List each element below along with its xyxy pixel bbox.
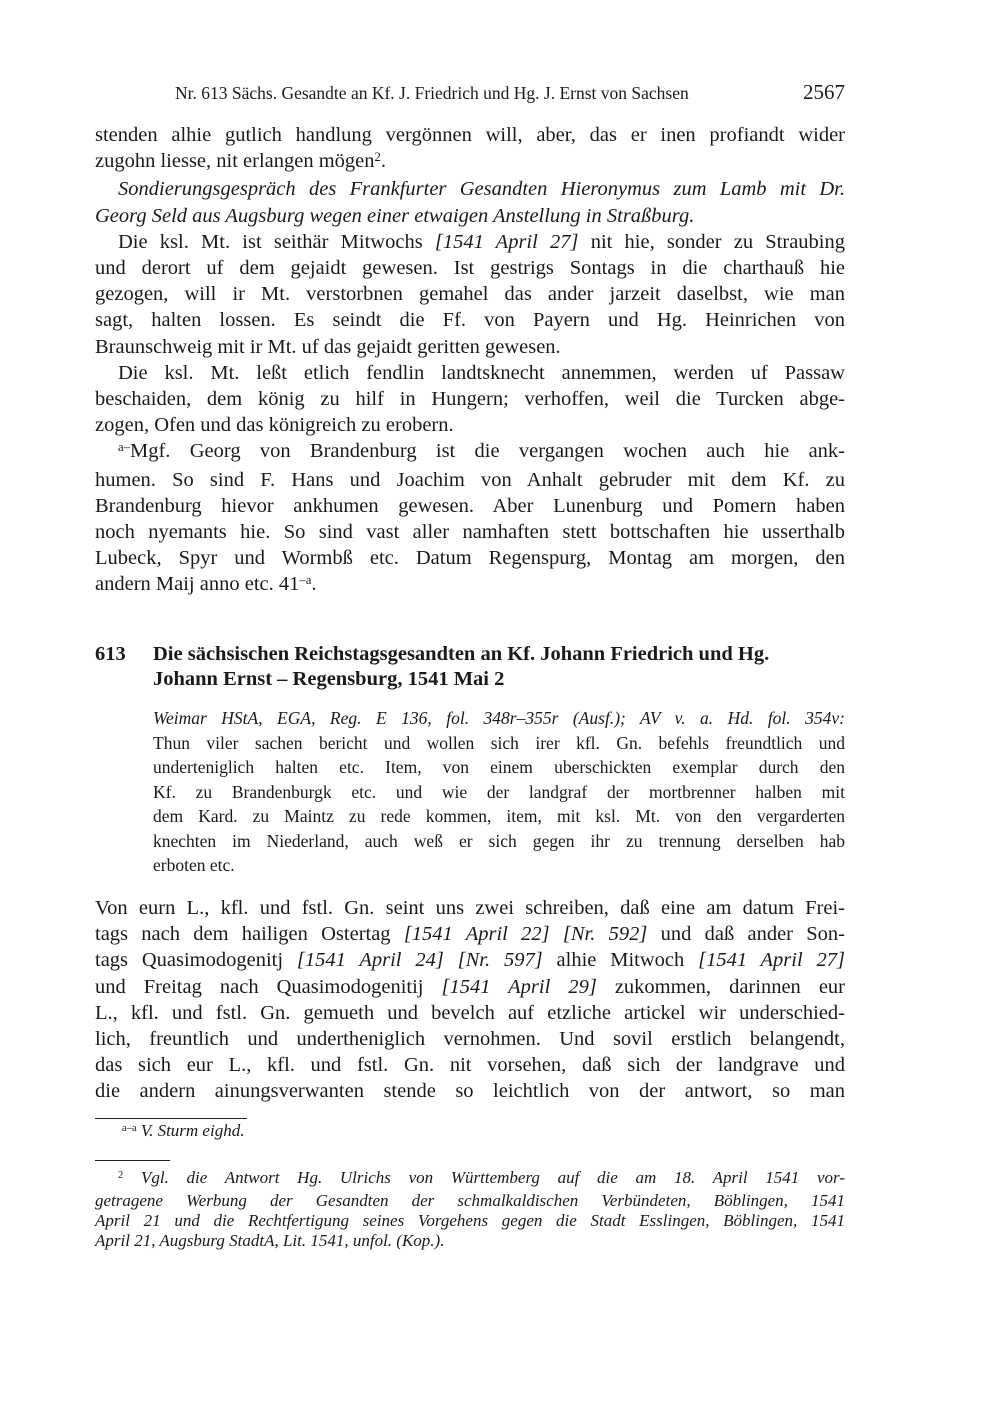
footnote-marker: a–a	[122, 1122, 137, 1134]
text-segment: und derort uf dem gejaidt gewesen. Ist gestrigs Sontags in die charthauß hie	[95, 257, 845, 280]
text-segment: knechten im Niederland, auch weß er sich gegen ihr zu trennung derselben hab	[153, 830, 845, 851]
italic-text: [1541 April 24] [Nr. 597]	[296, 949, 543, 972]
text-segment: lich, freuntlich und undertheniglich vernohmen. Und sovil erstlich belangendt,	[95, 1028, 845, 1051]
text-segment: und daß ander Son-	[647, 923, 845, 946]
text-segment: alhie Mitwoch	[542, 949, 699, 972]
note-marker: 2	[374, 149, 381, 164]
source-summary	[153, 706, 845, 878]
text-line	[153, 829, 845, 854]
text-segment: underteniglich halten etc. Item, von einem uberschickten exemplar durch den	[153, 757, 845, 777]
document-title-line: Johann Ernst – Regensburg, 1541 Mai 2	[153, 668, 505, 690]
footnote-text: V. Sturm eighd.	[140, 1121, 245, 1140]
footnote-divider	[95, 1118, 247, 1119]
text-line	[95, 947, 845, 973]
text-line	[95, 1211, 845, 1231]
body-text-continued	[95, 122, 845, 600]
text-line	[95, 571, 845, 599]
text-segment: Kf. zu Brandenburgk etc. und wie der landgraf der mortbrenner halben mit	[153, 781, 845, 802]
italic-text: Weimar HStA, EGA, Reg. E 136, fol. 348r–355r (Ausf.); AV v. a. Hd. fol. 354v:	[153, 708, 845, 728]
text-segment: beschaiden, dem könig zu hilf in Hungern; verhoffen, weil die Turcken abge-	[95, 388, 845, 411]
text-segment: stenden alhie gutlich handlung vergönnen will, aber, das er inen profiandt wider	[95, 124, 845, 146]
italic-text: [1541 April 29]	[441, 975, 597, 998]
text-line	[95, 545, 845, 571]
text-line	[95, 122, 845, 148]
note-marker: 2	[118, 1169, 124, 1181]
text-segment: tags Quasimodogenitj	[95, 949, 297, 972]
text-line	[95, 1078, 845, 1104]
italic-text: [1541 April 27]	[434, 230, 579, 253]
text-line	[95, 412, 845, 438]
text-segment: Mgf. Georg von Brandenburg ist die vergangen wochen auch hie ank-	[130, 440, 845, 463]
text-segment: Thun viler sachen bericht und wollen sich irer kfl. Gn. befehls freundtlich und	[153, 732, 845, 753]
text-line	[95, 281, 845, 307]
text-segment: andern Maij anno etc. 41	[95, 573, 300, 596]
text-segment: gezogen, will ir Mt. verstorbnen gemahel das ander jarzeit daselbst, wie man	[95, 283, 845, 306]
italic-text: [1541 April 22] [Nr. 592]	[403, 923, 648, 946]
text-segment: sagt, halten lossen. Es seindt die Ff. von Payern und Hg. Heinrichen von	[95, 309, 845, 332]
text-line	[95, 519, 845, 545]
text-segment: zukommen, darinnen eur	[596, 975, 846, 998]
footnote-2	[95, 1168, 845, 1251]
text-segment: noch nyemants hie. So sind vast aller namhaften stett bottschaften hie usserthalb	[95, 521, 845, 544]
text-line	[95, 1000, 845, 1026]
running-head	[175, 80, 845, 105]
text-segment: Die ksl. Mt. ist seithär Mitwochs	[118, 230, 435, 253]
text-segment: Von eurn L., kfl. und fstl. Gn. seint uns zwei schreiben, daß eine am datum Frei-	[95, 897, 845, 919]
italic-text: Sondierungsgespräch des Frankfurter Gesandten Hieronymus zum Lamb mit Dr.	[118, 178, 845, 201]
text-segment: zugohn liesse, nit erlangen mögen	[95, 150, 375, 173]
document-number: 613	[95, 643, 126, 665]
text-line	[95, 176, 845, 202]
note-marker: a–	[118, 440, 130, 455]
italic-text: April 21, Augsburg StadtA, Lit. 1541, unfol. (Kop.).	[95, 1231, 445, 1250]
text-line	[95, 360, 845, 386]
text-line	[153, 804, 845, 829]
text-line	[95, 895, 845, 921]
note-marker: –a	[299, 573, 312, 588]
text-line	[95, 386, 845, 412]
text-segment: Braunschweig mit ir Mt. uf das gejaidt geritten gewesen.	[95, 335, 561, 358]
text-segment: nit hie, sonder zu Straubing	[578, 230, 845, 253]
footnote-divider	[95, 1160, 170, 1161]
italic-text: [1541 April 27]	[698, 949, 845, 972]
text-line	[95, 1168, 845, 1191]
text-line	[95, 334, 845, 360]
text-segment: erboten etc.	[153, 855, 235, 875]
text-segment	[123, 1168, 141, 1187]
text-line	[95, 307, 845, 333]
text-segment: die andern ainungsverwanten stende so leichtlich von der antwort, so man	[95, 1080, 845, 1103]
text-line	[95, 203, 845, 229]
document-title-line: Die sächsischen Reichstagsgesandten an Kf. Johann Friedrich und Hg.	[153, 643, 770, 665]
text-segment: .	[380, 150, 387, 173]
text-segment: Lubeck, Spyr und Wormbß etc. Datum Regenspurg, Montag am morgen, den	[95, 547, 845, 570]
text-segment: und Freitag nach Quasimodogenitij	[95, 975, 442, 998]
text-segment: tags nach dem hailigen Ostertag	[95, 923, 404, 946]
text-segment: Die ksl. Mt. leßt etlich fendlin landtsknecht annemmen, werden uf Passaw	[118, 361, 845, 384]
footnote-a	[122, 1121, 244, 1141]
text-line	[95, 1231, 845, 1251]
text-segment: das sich eur L., kfl. und fstl. Gn. nit vorsehen, daß sich der landgrave und	[95, 1054, 845, 1077]
text-segment: L., kfl. und fstl. Gn. gemueth und bevelch auf etzliche artickel wir underschied-	[95, 1001, 845, 1024]
text-line	[95, 467, 845, 493]
text-line	[153, 853, 845, 878]
text-line	[95, 438, 845, 466]
running-head-title: Nr. 613 Sächs. Gesandte an Kf. J. Friedrich und Hg. J. Ernst von Sachsen	[175, 83, 689, 103]
text-line	[153, 780, 845, 805]
text-segment: zogen, Ofen und das königreich zu erobern.	[95, 414, 454, 437]
italic-text: April 21 und die Rechtfertigung seines Vorgehens gegen die Stadt Esslingen, Böblingen, 1541	[95, 1211, 845, 1230]
text-line	[95, 229, 845, 255]
text-line	[153, 706, 845, 731]
text-segment: dem Kard. zu Maintz zu rede kommen, item, mit ksl. Mt. von den vergarderten	[153, 806, 845, 826]
text-line	[95, 1052, 845, 1078]
text-line	[95, 493, 845, 519]
text-line	[95, 1026, 845, 1052]
text-segment: .	[311, 573, 317, 596]
italic-text: getragene Werbung der Gesandten der schmalkaldischen Verbündeten, Böblingen, 1541	[95, 1191, 845, 1210]
text-line	[95, 1191, 845, 1211]
text-segment: humen. So sind F. Hans und Joachim von Anhalt gebruder mit dem Kf. zu	[95, 468, 845, 491]
text-line	[95, 974, 845, 1000]
text-line	[95, 921, 845, 947]
text-line	[95, 255, 845, 281]
text-line	[95, 148, 845, 176]
italic-text: Georg Seld aus Augsburg wegen einer etwaigen Anstellung in Straßburg.	[95, 204, 695, 227]
text-line	[153, 731, 845, 756]
text-segment: Brandenburg hievor ankhumen gewesen. Aber Lunenburg und Pomern haben	[95, 494, 845, 517]
page-number: 2567	[803, 80, 845, 104]
document-body-text	[95, 895, 845, 1105]
text-line	[153, 755, 845, 780]
italic-text: Vgl. die Antwort Hg. Ulrichs von Württemberg auf die am 18. April 1541 vor-	[140, 1168, 845, 1187]
